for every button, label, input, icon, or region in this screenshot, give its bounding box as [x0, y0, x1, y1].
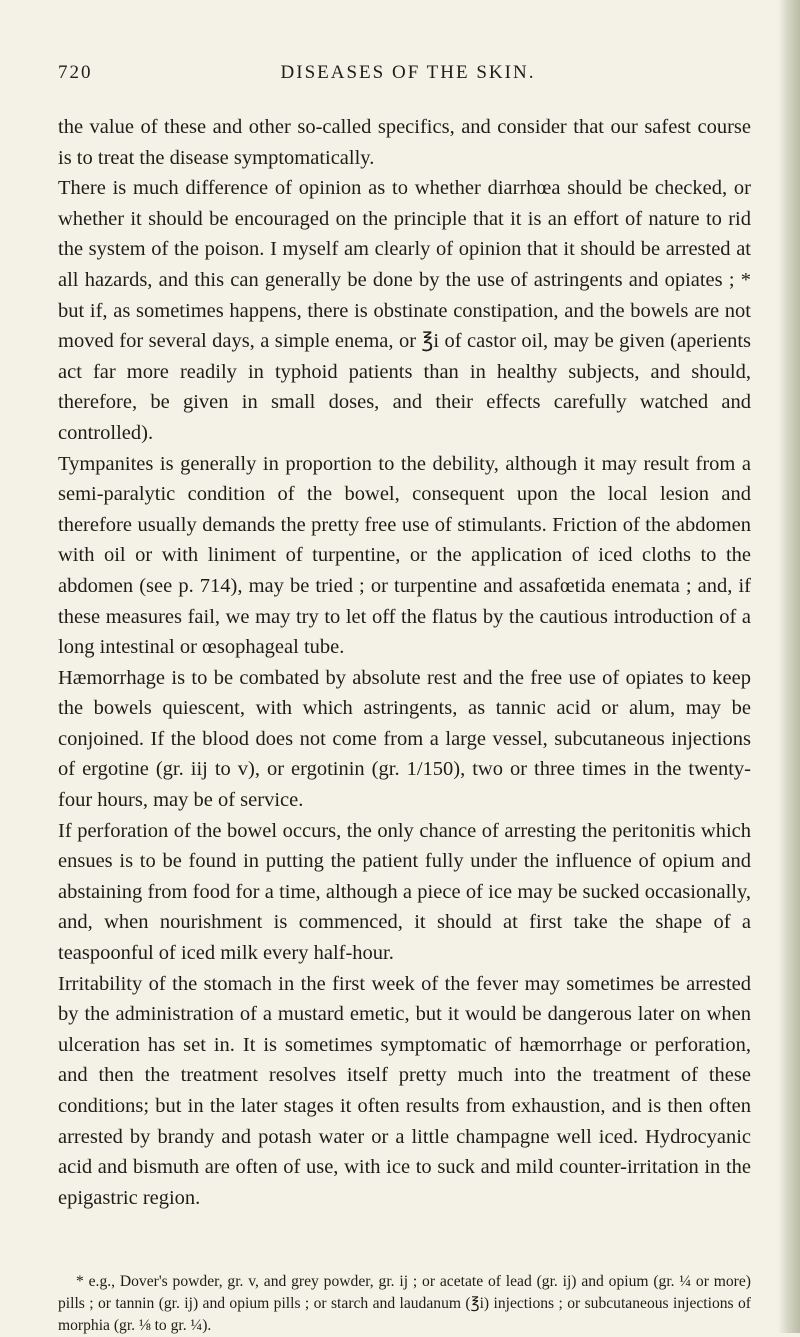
page-header — [58, 62, 758, 90]
page-edge-shadow — [778, 0, 800, 1333]
footnotes — [58, 1271, 751, 1337]
body-text — [58, 112, 751, 1213]
paragraph: Tympanites is generally in proportion to the debility, although it may result from a semi-paralytic condition of the bowel, consequent upon the local lesion and therefore usually demands the pretty free use of stimulants. Friction of the abdomen with oil or with liniment of turpentine, or the application of iced cloths to the abdomen (see p. 714), may be tried ; or turpentine and assafœtida enemata ; and, if these measures fail, we may try to let off the flatus by the cautious introduction of a long intestinal or œsophageal tube. — [58, 452, 751, 659]
paragraph: Irritability of the stomach in the first week of the fever may sometimes be arrested by the administration of a mustard emetic, but it would be dangerous later on when ulceration has set in. It is sometimes symptomatic of hæmorrhage or perforation, and then the treatment resolves itself pretty much into the treatment of these conditions; but in the later stages it often results from exhaustion, and is then often arrested by brandy and potash water or a little champagne well iced. Hydrocyanic acid and bismuth are often of use, with ice to suck and mild counter-irritation in the epigastric region. — [58, 972, 751, 1209]
page-number: 720 — [58, 62, 93, 83]
paragraph: the value of these and other so-called specifics, and consider that our safest course is to treat the disease symptomatically. — [58, 116, 751, 169]
paragraph: If perforation of the bowel occurs, the only chance of arresting the peritonitis which ensues is to be found in putting the patient fully under the influence of opium and abstaining from food for a time, although a piece of ice may be sucked occasionally, and, when nourishment is commenced, it should at first take the shape of a teaspoonful of iced milk every half-hour. — [58, 819, 751, 965]
paragraph: Hæmorrhage is to be combated by absolute rest and the free use of opiates to keep the bowels quiescent, with which astringents, as tannic acid or alum, may be conjoined. If the blood does not come from a large vessel, subcutaneous injections of ergotine (gr. iij to v), or ergotinin (gr. 1/150), two or three times in the twenty-four hours, may be of service. — [58, 666, 751, 812]
footnote: * e.g., Dover's powder, gr. v, and grey powder, gr. ij ; or acetate of lead (gr. ij) and opium (gr. ¼ or more) pills ; or tannin (gr. ij) and opium pills ; or starch and laudanum (℥i) injections ; or subcutaneous injections of morphia (gr. ⅛ to gr. ¼). — [58, 1273, 751, 1334]
running-head: DISEASES OF THE SKIN. — [280, 62, 536, 83]
paragraph: There is much difference of opinion as to whether diarrhœa should be checked, or whether it should be encouraged on the principle that it is an effort of nature to rid the system of the poison. I myself am clearly of opinion that it should be arrested at all hazards, and this can generally be done by the use of astringents and opiates ; * but if, as sometimes happens, there is obstinate constipation, and the bowels are not moved for several days, a simple enema, or ℥i of castor oil, may be given (aperients act far more readily in typhoid patients than in healthy subjects, and should, therefore, be given in small doses, and their effects carefully watched and controlled). — [58, 177, 751, 444]
